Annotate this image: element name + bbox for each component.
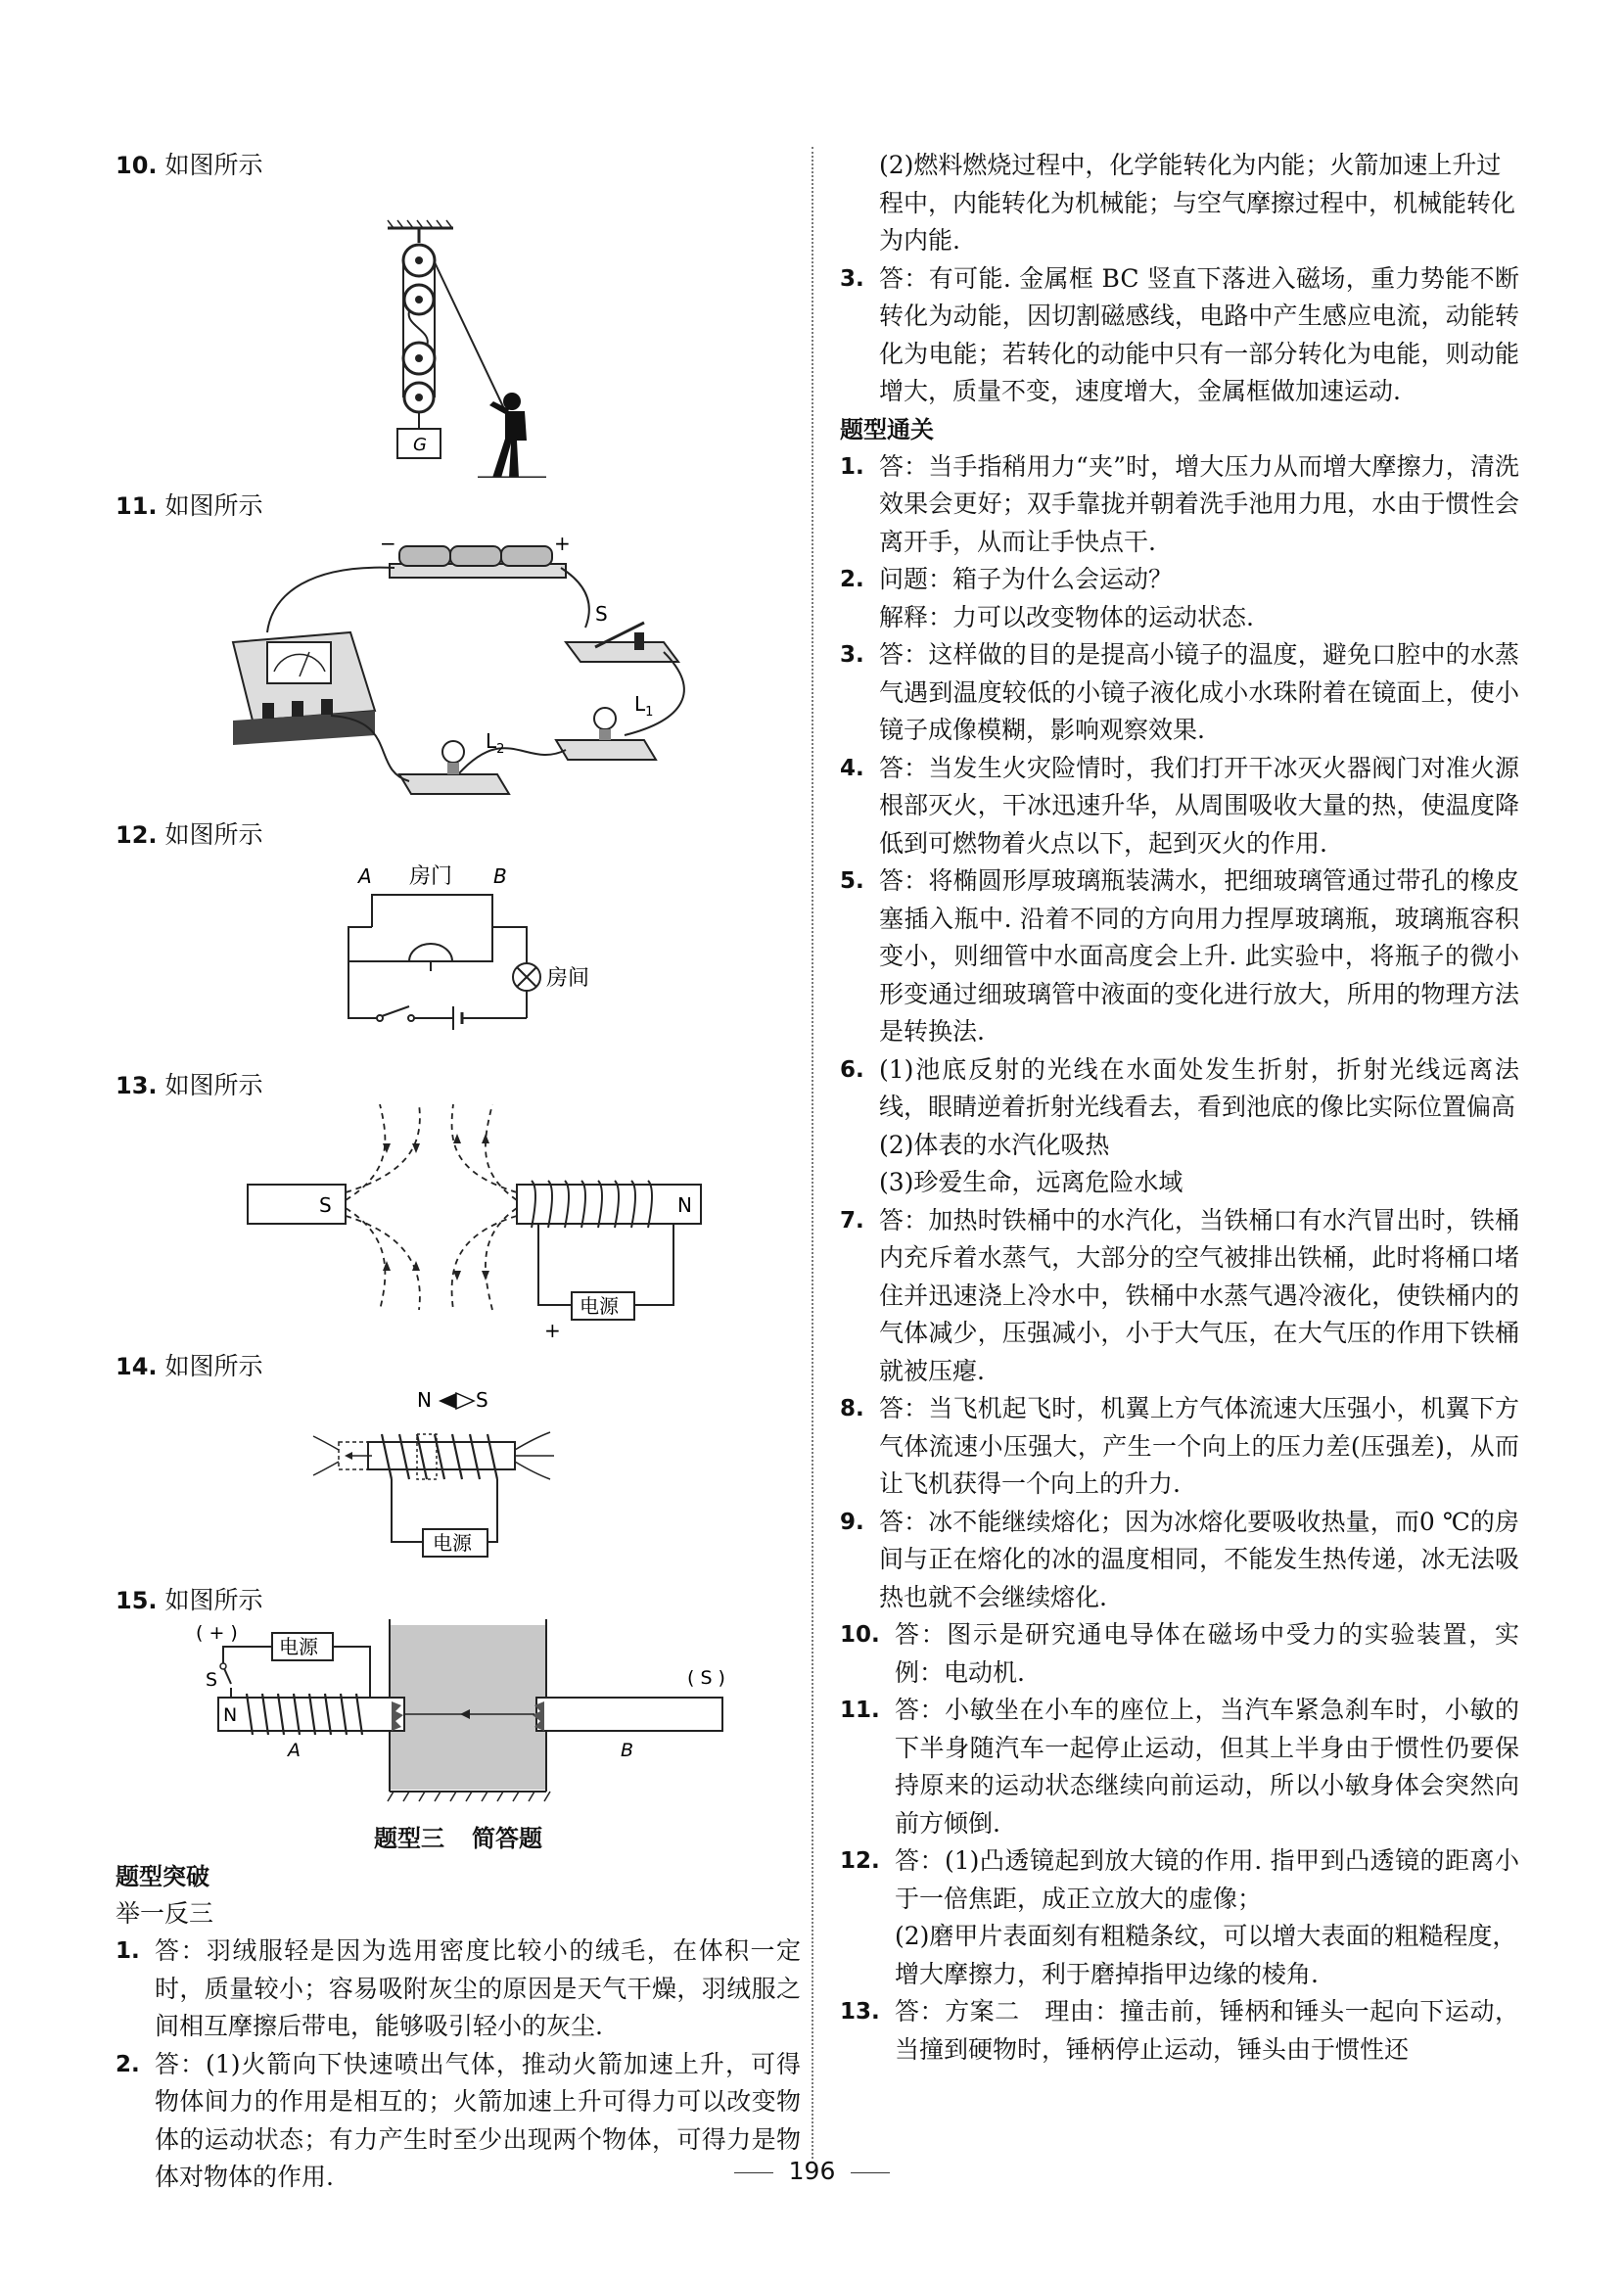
right-column (840, 147, 1519, 2069)
q12-room-label: 房间 (546, 966, 590, 991)
item-number: 1. (116, 1938, 140, 1964)
right-answer-item (840, 862, 1519, 1051)
q14-heading (116, 1348, 801, 1385)
right-answer-item (840, 1504, 1519, 1617)
item-text: (1)池底反射的光线在水面处发生折射，折射光线远离法线，眼睛逆着折射光线看去，看到池底的像比实际位置偏高 (879, 1054, 1519, 1121)
q15-a-label: A (288, 1740, 301, 1761)
item-number: 10. (840, 1622, 880, 1648)
q13-text: 如图所示 (164, 1071, 263, 1099)
item-text: 答：(1)凸透镜起到放大镜的作用. 指甲到凸透镜的距离小于一倍焦距，成正立放大的虚像； (895, 1846, 1519, 1913)
q11-minus-label: − (380, 532, 396, 555)
q15-b-label: B (621, 1740, 634, 1761)
item-number: 3. (840, 265, 864, 292)
q14-solenoid-figure (116, 1385, 801, 1576)
q15-text: 如图所示 (164, 1586, 263, 1614)
q15-label: 15. (116, 1587, 158, 1614)
q15-s-right-label: ( S ) (687, 1667, 725, 1689)
item-number: 2. (116, 2051, 140, 2077)
section3-part2: 简答题 (472, 1825, 542, 1852)
right-answer-item-3 (840, 260, 1519, 411)
q11-l2-letter: L (486, 729, 497, 753)
item-text: 答：小敏坐在小车的座位上，当汽车紧急刹车时，小敏的下半身随汽车一起停止运动，但其上半身由于惯性仍要保持原来的运动状态继续向前运动，所以小敏身体会突然向前方倾倒. (895, 1696, 1519, 1838)
item-number: 1. (840, 453, 864, 480)
q11-heading (116, 488, 801, 525)
item-text: 答：羽绒服轻是因为选用密度比较小的绒毛，在体积一定时，质量较小；容易吸附灰尘的原因是天气干燥，羽绒服之间相互摩擦后带电，能够吸引轻小的灰尘. (155, 1936, 801, 2040)
continued-answer: (2)燃料燃烧过程中，化学能转化为内能；火箭加速上升过程中，内能转化为机械能；与空气摩擦过程中，机械能转化为内能. (879, 151, 1516, 255)
q13-s-label: S (319, 1193, 332, 1217)
q15-power-label: 电源 (279, 1635, 318, 1658)
q10-g-label: G (413, 435, 427, 455)
q11-switch-label: S (595, 602, 608, 626)
item-text: 答：方案二 理由：撞击前，锤柄和锤头一起向下运动，当撞到硬物时，锤柄停止运动，锤头由于惯性还 (895, 1997, 1519, 2064)
q11-label: 11. (116, 492, 158, 520)
q11-l1-label (634, 692, 653, 720)
page-number-footer (0, 2157, 1624, 2185)
right-answer-item (840, 1692, 1519, 1842)
item-number: 9. (840, 1509, 864, 1535)
right-answer-item (840, 750, 1519, 863)
pass-heading: 题型通关 (840, 415, 934, 443)
right-answer-item (840, 448, 1519, 562)
q14-text: 如图所示 (164, 1352, 263, 1380)
q10-label: 10. (116, 152, 158, 179)
q11-l1-sub: 1 (645, 705, 654, 720)
q15-heading (116, 1582, 801, 1619)
right-answer-item (840, 1202, 1519, 1391)
right-answer-item (840, 636, 1519, 750)
q13-heading (116, 1067, 801, 1104)
item-extra: (3)珍爱生命，远离危险水域 (879, 1168, 1183, 1196)
right-answer-item (840, 1993, 1519, 2069)
q12-label: 12. (116, 821, 158, 849)
q11-l2-sub: 2 (496, 742, 505, 757)
item-number: 11. (840, 1698, 880, 1723)
section3-part1: 题型三 (374, 1825, 444, 1852)
q12-door-label: 房门 (409, 864, 453, 889)
item-extra: (2)磨甲片表面刻有粗糙条纹，可以增大表面的粗糙程度，增大摩擦力，利于磨掉指甲边缘的棱角. (895, 1922, 1517, 1988)
item-text: 答：图示是研究通电导体在磁场中受力的实验装置，实例：电动机. (895, 1620, 1519, 1687)
right-answer-item (840, 1616, 1519, 1692)
item-number: 4. (840, 755, 864, 781)
q15-plus-label: ( + ) (196, 1622, 238, 1644)
page-number: 196 (788, 2157, 836, 2185)
q11-circuit-figure (116, 525, 801, 809)
q11-text: 如图所示 (164, 491, 263, 520)
q13-label: 13. (116, 1072, 158, 1099)
q12-text: 如图所示 (164, 820, 263, 849)
right-answer-item (840, 1842, 1519, 1918)
column-divider (812, 147, 813, 2159)
q14-label: 14. (116, 1353, 158, 1380)
item-text: 答：当手指稍用力“夹”时，增大压力从而增大摩擦力，清洗效果会更好；双手靠拢并朝着洗手池用力甩，水由于惯性会离开手，从而让手快点干. (879, 451, 1519, 556)
item-text: 问题：箱子为什么会运动？ (879, 565, 1174, 593)
q11-l1-letter: L (634, 692, 646, 716)
q13-plus-label: + (544, 1319, 561, 1342)
q12-circuit-figure (116, 854, 801, 1059)
q15-magnet-figure (116, 1619, 801, 1815)
item-number: 8. (840, 1396, 864, 1421)
item-number: 12. (840, 1848, 880, 1874)
left-answer-item (116, 1933, 801, 2046)
section-heading-3 (116, 1819, 801, 1858)
q11-l2-label (486, 729, 504, 757)
q13-magnetic-field-figure (116, 1104, 801, 1344)
q10-heading (116, 147, 801, 184)
right-answer-item (840, 1051, 1519, 1127)
q12-heading (116, 816, 801, 854)
item-extra: 解释：力可以改变物体的运动状态. (879, 602, 1254, 631)
item-text: 答：这样做的目的是提高小镜子的温度，避免口腔中的水蒸气遇到温度较低的小镜子液化成小水珠附着在镜面上，使小镜子成像模糊，影响观察效果. (879, 640, 1519, 744)
left-column (116, 147, 801, 2197)
item-text: 答：(1)火箭向下快速喷出气体，推动火箭加速上升，可得物体间力的作用是相互的；火箭加速上升可得力可以改变物体的运动状态；有力产生时至少出现两个物体，可得力是物体对物体的作用. (155, 2049, 801, 2191)
item-text: 答：当飞机起飞时，机翼上方气体流速大压强小，机翼下方气体流速小压强大，产生一个向上的压力差(压强差)，从而让飞机获得一个向上的升力. (879, 1394, 1519, 1498)
q14-power-label: 电源 (433, 1531, 472, 1555)
q15-s-label: S (206, 1669, 218, 1691)
q14-n-label: N (417, 1388, 432, 1412)
q10-pulley-figure (116, 184, 801, 478)
item-text: 答：将椭圆形厚玻璃瓶装满水，把细玻璃管通过带孔的橡皮塞插入瓶中. 沿着不同的方向用力捏厚玻璃瓶，玻璃瓶容积变小，则细管中水面高度会上升. 此实验中，将瓶子的微小形变通过细玻璃管中液面的变化进行放大，所用的物理方法是转换法. (879, 866, 1519, 1046)
item-number: 2. (840, 567, 864, 592)
item-text: 答：加热时铁桶中的水汽化，当铁桶口有水汽冒出时，铁桶内充斥着水蒸气，大部分的空气被排出铁桶，此时将桶口堵住并迅速浇上冷水中，铁桶中水蒸气遇冷液化，使铁桶内的气体减少，压强减小，小于大气压，在大气压的作用下铁桶就被压瘪. (879, 1205, 1519, 1385)
jyfs-heading: 举一反三 (116, 1899, 214, 1928)
breakthrough-heading: 题型突破 (116, 1863, 209, 1890)
item-text: 答：当发生火灾险情时，我们打开干冰灭火器阀门对准火源根部灭火，干冰迅速升华，从周围吸收大量的热，使温度降低到可燃物着火点以下，起到灭火的作用. (879, 753, 1519, 858)
q14-s-label: S (476, 1388, 488, 1412)
q15-n-label: N (223, 1704, 238, 1726)
item-number: 6. (840, 1056, 864, 1083)
right-answer-item (840, 561, 1519, 599)
item-text: 答：有可能. 金属框 BC 竖直下落进入磁场，重力势能不断转化为动能，因切割磁感线，电路中产生感应电流，动能转化为电能；若转化的动能中只有一部分转化为电能，则动能增大，质量不变，速度增大，金属框做加速运动. (879, 263, 1519, 405)
item-number: 13. (840, 1999, 880, 2025)
item-number: 7. (840, 1207, 864, 1234)
right-answer-item (840, 1390, 1519, 1504)
item-number: 3. (840, 642, 864, 668)
q12-b-label: B (493, 864, 507, 888)
q13-power-label: 电源 (580, 1294, 619, 1318)
item-number: 5. (840, 868, 864, 894)
q11-plus-label: + (554, 532, 571, 555)
item-text: 答：冰不能继续熔化；因为冰熔化要吸收热量，而0 ℃的房间与正在熔化的冰的温度相同，不能发生热传递，冰无法吸热也就不会继续熔化. (879, 1507, 1519, 1611)
q12-a-label: A (358, 864, 372, 888)
item-extra: (2)体表的水汽化吸热 (879, 1130, 1110, 1159)
q10-text: 如图所示 (164, 151, 263, 179)
q13-n-label: N (677, 1193, 692, 1217)
